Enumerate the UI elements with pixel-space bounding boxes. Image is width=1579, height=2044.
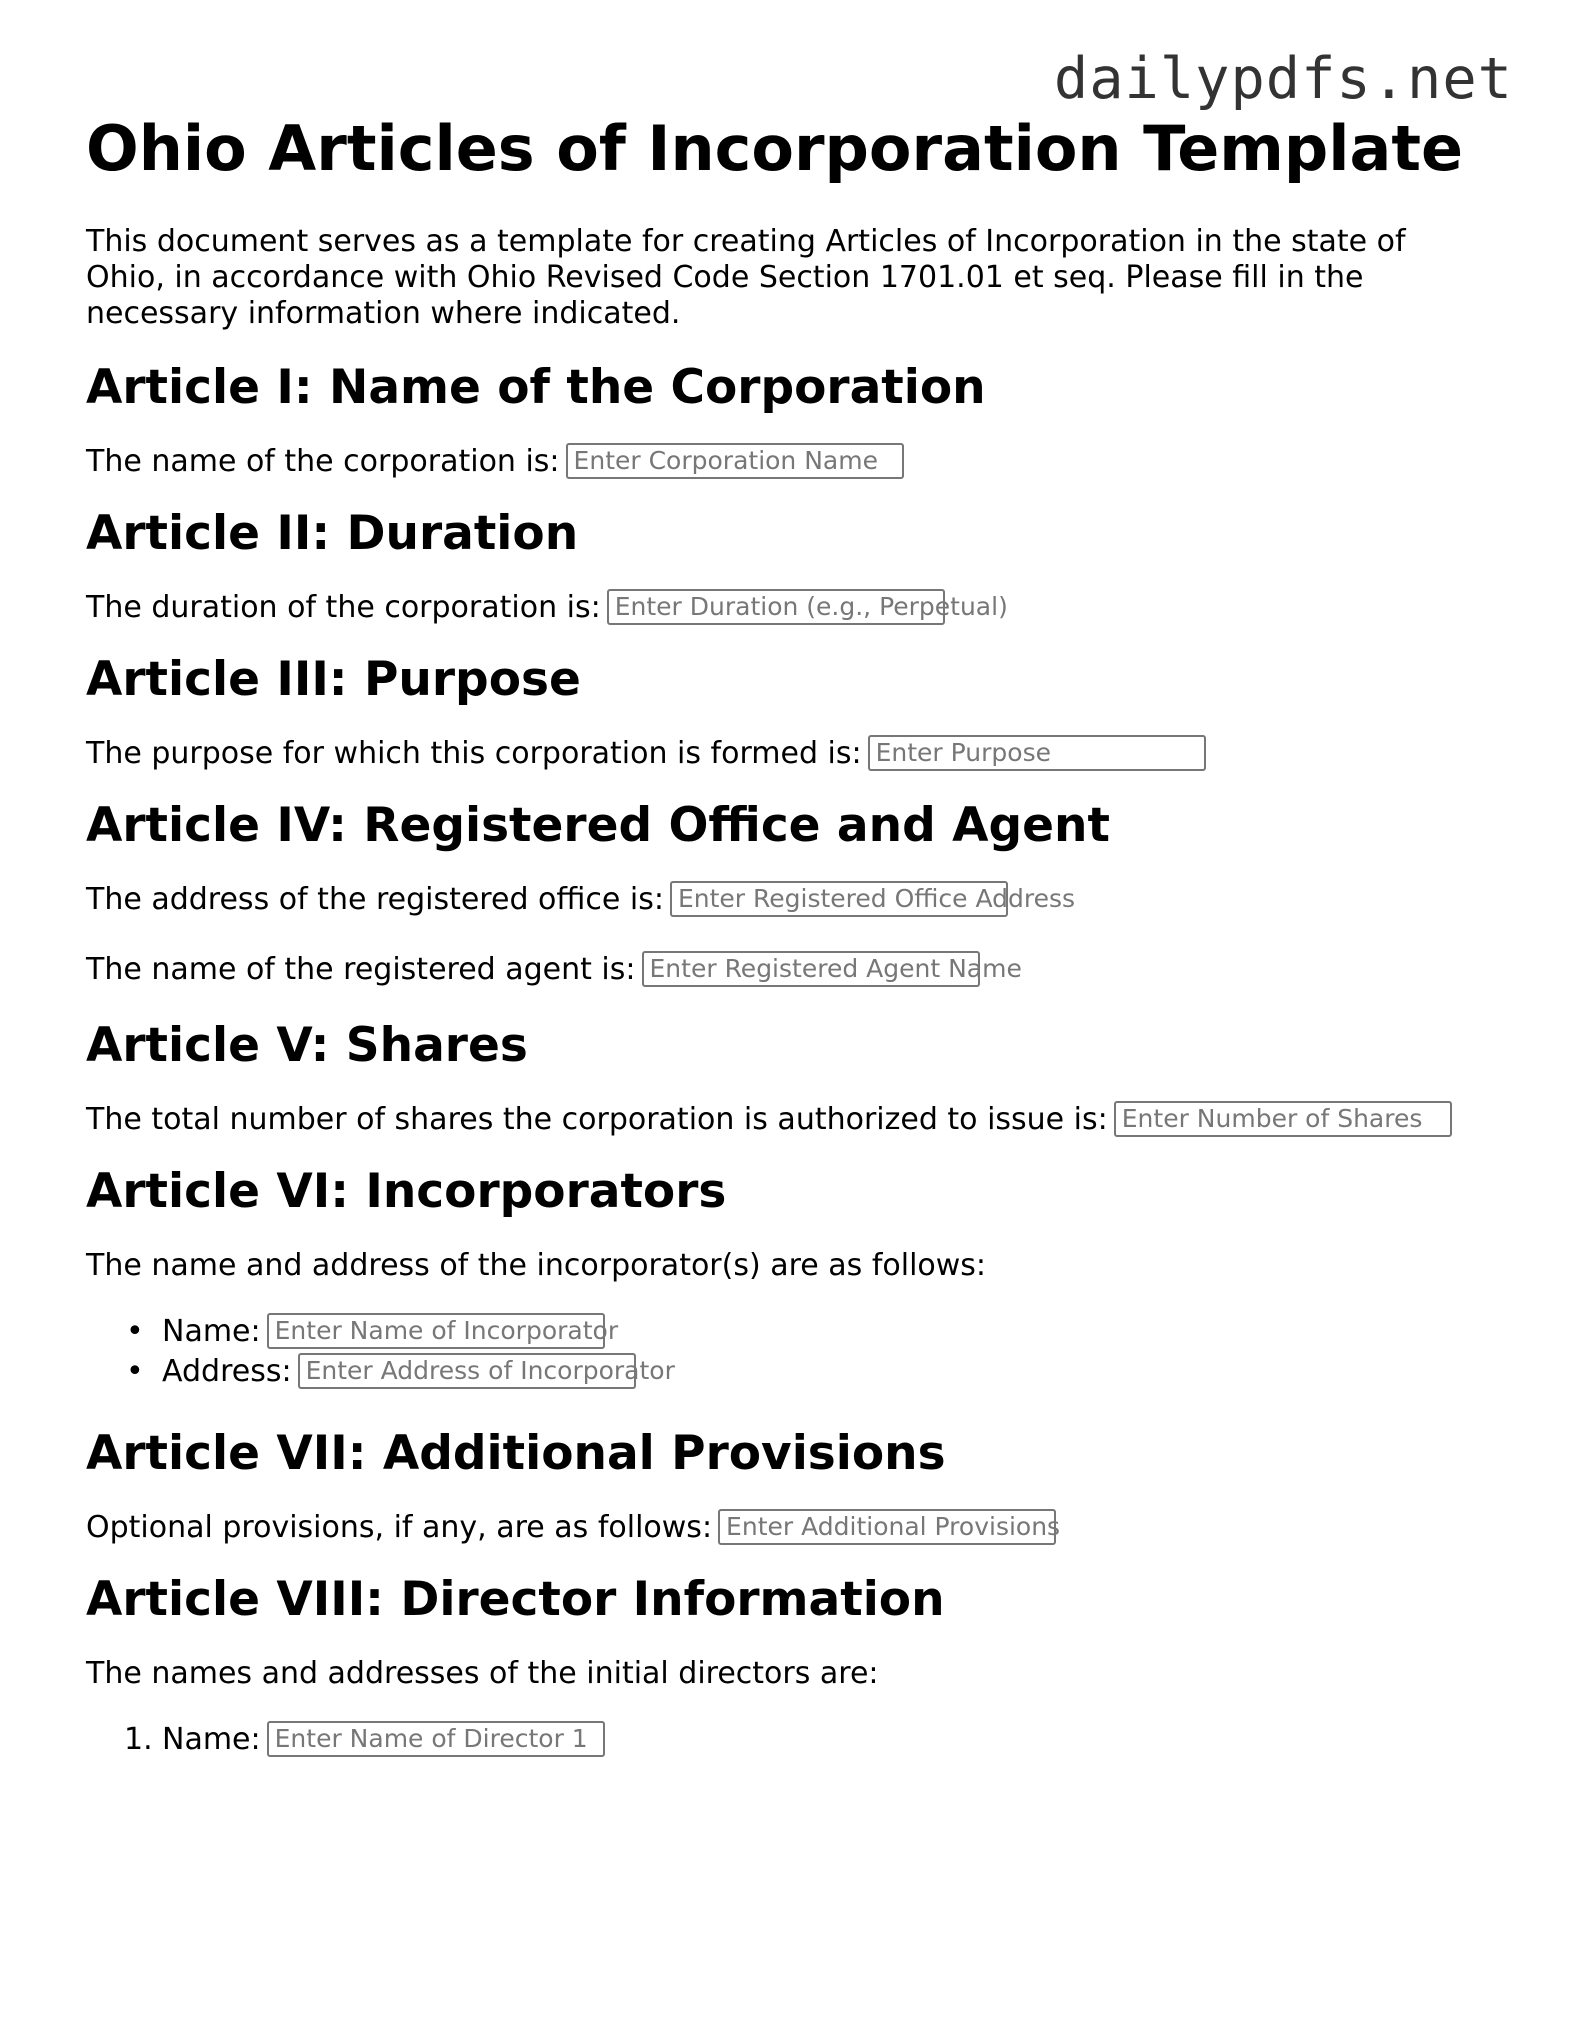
article-4-office-line (86, 880, 1496, 920)
incorporator-address-input[interactable]: Enter Address of Incorporator (298, 1353, 636, 1389)
incorporator-address-label: Address: (162, 1354, 292, 1389)
article-7-label: Optional provisions, if any, are as follows: (86, 1510, 713, 1545)
article-5-line (86, 1100, 1496, 1140)
article-6-heading: Article VI: Incorporators (86, 1164, 727, 1219)
article-5-label: The total number of shares the corporation is authorized to issue is: (86, 1102, 1108, 1137)
article-2-line (86, 588, 1496, 628)
article-1-line (86, 442, 1496, 482)
page-title: Ohio Articles of Incorporation Template (86, 112, 1464, 185)
watermark: dailypdfs.net (1053, 46, 1513, 112)
registered-agent-label: The name of the registered agent is: (86, 952, 636, 987)
bullet-icon: • (126, 1314, 144, 1349)
incorporator-name-input[interactable]: Enter Name of Incorporator (267, 1313, 605, 1349)
registered-office-input[interactable]: Enter Registered Office Address (670, 881, 1008, 917)
article-7-line (86, 1508, 1496, 1548)
article-5-heading: Article V: Shares (86, 1018, 528, 1073)
list-number: 1. (124, 1722, 153, 1757)
duration-input[interactable]: Enter Duration (e.g., Perpetual) (607, 589, 945, 625)
number-of-shares-input[interactable]: Enter Number of Shares (1114, 1101, 1452, 1137)
article-8-line: The names and addresses of the initial directors are: (86, 1656, 879, 1691)
article-3-line (86, 734, 1496, 774)
director-1-name-input[interactable]: Enter Name of Director 1 (267, 1721, 605, 1757)
registered-agent-input[interactable]: Enter Registered Agent Name (642, 951, 980, 987)
article-1-label: The name of the corporation is: (86, 444, 560, 479)
list-item (86, 1720, 1496, 1760)
list-item (86, 1352, 1496, 1392)
article-2-heading: Article II: Duration (86, 506, 579, 561)
incorporator-name-label: Name: (162, 1314, 261, 1349)
purpose-input[interactable]: Enter Purpose (868, 735, 1206, 771)
director-list (86, 1720, 1496, 1760)
list-item (86, 1312, 1496, 1352)
registered-office-label: The address of the registered office is: (86, 882, 664, 917)
article-4-heading: Article IV: Registered Office and Agent (86, 798, 1110, 853)
incorporator-list (86, 1312, 1496, 1392)
document-page (86, 100, 1496, 1760)
bullet-icon: • (126, 1354, 144, 1389)
article-6-line: The name and address of the incorporator(s) are as follows: (86, 1248, 987, 1283)
article-3-label: The purpose for which this corporation is formed is: (86, 736, 862, 771)
intro-paragraph: This document serves as a template for creating Articles of Incorporation in the state of Ohio, in accordance with Ohio Revised Code Section 1701.01 et seq. Please fill in the necessary information where indicated. (86, 224, 1406, 331)
additional-provisions-input[interactable]: Enter Additional Provisions (718, 1509, 1056, 1545)
director-name-label: Name: (162, 1722, 261, 1757)
article-2-label: The duration of the corporation is: (86, 590, 601, 625)
article-1-heading: Article I: Name of the Corporation (86, 360, 986, 415)
corporation-name-input[interactable]: Enter Corporation Name (566, 443, 904, 479)
article-8-heading: Article VIII: Director Information (86, 1572, 945, 1627)
article-4-agent-line (86, 950, 1496, 990)
article-3-heading: Article III: Purpose (86, 652, 581, 707)
article-7-heading: Article VII: Additional Provisions (86, 1426, 946, 1481)
